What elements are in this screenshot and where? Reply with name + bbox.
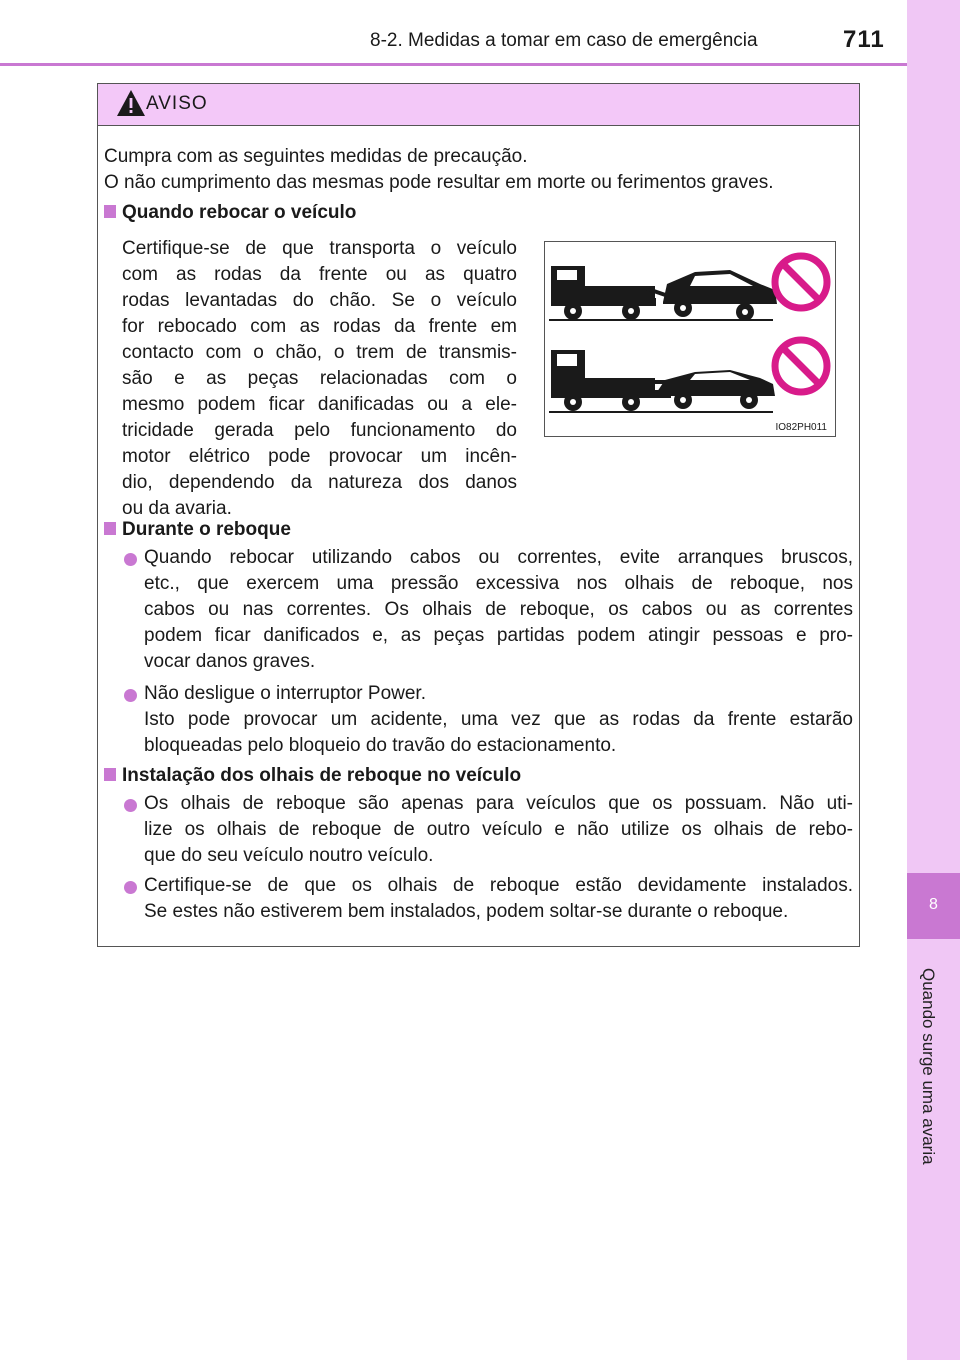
paragraph-line: podem ficar danificados e, as peças partidas podem atingir pessoas e pro- [144,625,853,646]
towing-illustration [544,241,836,437]
paragraph-line: Os olhais de reboque são apenas para veículos que os possuam. Não uti- [144,793,853,814]
tow-truck-illustration [545,242,835,436]
paragraph-line: Certifique-se de que transporta o veículo [122,238,517,259]
chapter-label: Quando surge uma avaria [919,968,938,1165]
section-heading: Durante o reboque [104,517,291,543]
paragraph-line: Certifique-se de que os olhais de reboque estão devidamente instalados. [144,875,853,896]
intro-line: O não cumprimento das mesmas pode resultar em morte ou ferimentos graves. [104,172,774,193]
tow-truck-bottom [551,350,675,411]
paragraph-line: bloqueadas pelo bloqueio do travão do estacionamento. [144,735,617,756]
section-heading: Quando rebocar o veículo [104,200,356,226]
square-bullet-icon [104,768,116,781]
paragraph-line: ou da avaria. [122,498,232,519]
paragraph-line: Não desligue o interruptor Power. [144,683,426,704]
paragraph-line: for rebocado com as rodas da frente em [122,316,517,337]
illustration-code: IO82PH011 [775,422,827,433]
intro-line: Cumpra com as seguintes medidas de precaução. [104,146,528,167]
paragraph-line: rodas levantadas do chão. Se o veículo [122,290,517,311]
paragraph-line: com as rodas da frente ou as quatro [122,264,517,285]
paragraph-line: lize os olhais de reboque de outro veículo e não utilize os olhais de rebo- [144,819,853,840]
header-divider [0,63,907,66]
paragraph-line: contacto com o chão, o trem de transmis- [122,342,517,363]
towed-car-bottom [657,370,775,409]
section-heading: Instalação dos olhais de reboque no veículo [104,763,521,789]
paragraph-line: vocar danos graves. [144,651,316,672]
section-title: 8-2. Medidas a tomar em caso de emergência [370,30,758,51]
prohibited-icon [775,256,827,308]
warning-title: AVISO [146,93,208,114]
paragraph-line: tricidade gerada pelo funcionamento do [122,420,517,441]
paragraph-line: que do seu veículo noutro veículo. [144,845,434,866]
paragraph-line: cabos ou nas correntes. Os olhais de reboque, os cabos ou as correntes [144,599,853,620]
page-number: 711 [843,26,885,53]
chapter-number: 8 [929,896,938,913]
paragraph-line: Isto pode provocar um acidente, uma vez que as rodas da frente estarão [144,709,853,730]
round-bullet-icon [124,689,137,702]
round-bullet-icon [124,799,137,812]
paragraph-line: motor elétrico pode provocar um incên- [122,446,517,467]
paragraph-line: etc., que exercem uma pressão excessiva nos olhais de reboque, nos [144,573,853,594]
square-bullet-icon [104,205,116,218]
tow-truck-top [551,266,680,320]
warning-header [98,84,859,126]
paragraph-line: Quando rebocar utilizando cabos ou correntes, evite arranques bruscos, [144,547,853,568]
paragraph-line: mesmo podem ficar danificadas ou a ele- [122,394,517,415]
paragraph-line: são e as peças relacionadas com o [122,368,517,389]
towed-car-top [663,270,777,321]
prohibited-icon [775,340,827,392]
square-bullet-icon [104,522,116,535]
warning-triangle-icon [116,89,146,117]
round-bullet-icon [124,553,137,566]
paragraph-line: dio, dependendo da natureza dos danos [122,472,517,493]
round-bullet-icon [124,881,137,894]
paragraph-line: Se estes não estiverem bem instalados, podem soltar-se durante o reboque. [144,901,789,922]
